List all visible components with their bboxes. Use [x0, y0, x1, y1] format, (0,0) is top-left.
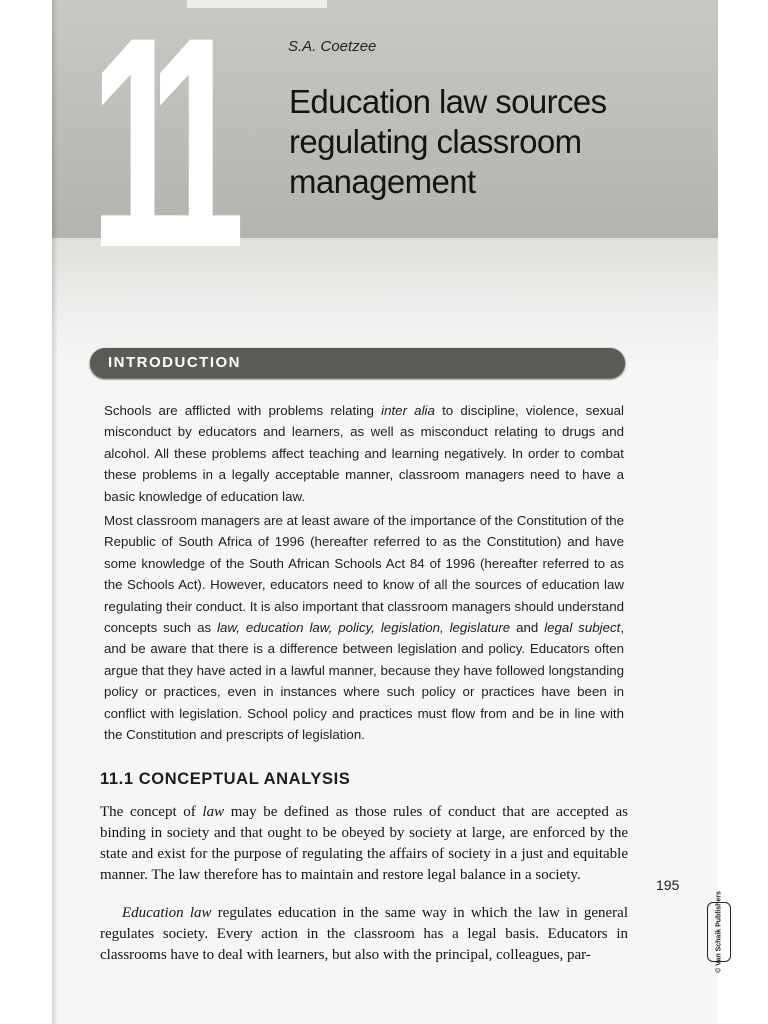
intro-p2-text-b: , and be aware that there is a difference between legislation and policy. Educators often argue that they have acted in a lawful manner, because they have followed longstanding policy or practices, even in instances where such policy or practices have been in conflict with legislation. School policy and practices must flow from and be in line with the Constitution and prescripts of legislation.	[104, 620, 625, 743]
intro-p2-text-a: Most classroom managers are at least aware of the importance of the Constitution of the Republic of South Africa of 1996 (hereafter referred to as the Constitution) and have some knowledge of the South African Schools Act 84 of 1996 (hereafter referred to as the Schools Act). However, educators need to know of all the sources of education law regulating their conduct. It is also important that classroom managers should understand concepts such as	[104, 513, 624, 636]
intro-p1-italic: inter alia	[381, 403, 435, 418]
section-heading: 11.1 CONCEPTUAL ANALYSIS	[100, 770, 351, 788]
intro-p2-and: and	[510, 620, 545, 636]
intro-p2-italic-legal-subject: legal subject	[544, 620, 621, 636]
page-number: 195	[656, 877, 680, 893]
intro-paragraph-2	[104, 510, 624, 745]
publisher-badge-text: © Van Schaik Publishers	[715, 891, 723, 973]
chapter-author: S.A. Coetzee	[288, 38, 377, 55]
chapter-title: Education law sources regulating classroom management	[289, 83, 607, 200]
section-p1-text-a: The concept of	[100, 804, 203, 820]
introduction-heading: INTRODUCTION	[108, 354, 241, 371]
publisher-badge	[707, 891, 731, 973]
intro-paragraph-1	[104, 400, 624, 507]
section-paragraph-1	[100, 802, 628, 886]
page-edge-shadow	[52, 0, 58, 1024]
intro-p1-text-b: to discipline, violence, sexual misconduct by educators and learners, as well as misconduct relating to drugs and alcohol. All these problems affect teaching and learning negatively. In order to combat these problems in a legally acceptable manner, classroom managers need to have a basic knowledge of education law.	[104, 403, 625, 504]
chapter-number: 11	[90, 0, 216, 310]
section-paragraph-2	[100, 903, 628, 966]
introduction-banner	[90, 348, 625, 378]
section-p1-italic: law	[202, 804, 225, 820]
intro-p2-italic-terms: law, education law, policy, legislation, legislature	[217, 620, 511, 636]
book-page	[52, 0, 723, 1024]
section-p2-italic: Education law	[122, 905, 212, 921]
section-p2-text: regulates education in the same way in which the law in general regulates society. Every action in the classroom has a legal basis. Educators in classrooms have to deal with learners, but also with the principal, colleagues, par-	[100, 905, 628, 963]
intro-p1-text-a: Schools are afflicted with problems relating	[104, 403, 382, 418]
section-p1-text-b: may be defined as those rules of conduct that are accepted as binding in society and that ought to be obeyed by society at large, are enforced by the state and exist for the purpose of regulating the affairs of society in a just and equitable manner. The law therefore has to maintain and restore legal balance in a society.	[100, 804, 628, 883]
